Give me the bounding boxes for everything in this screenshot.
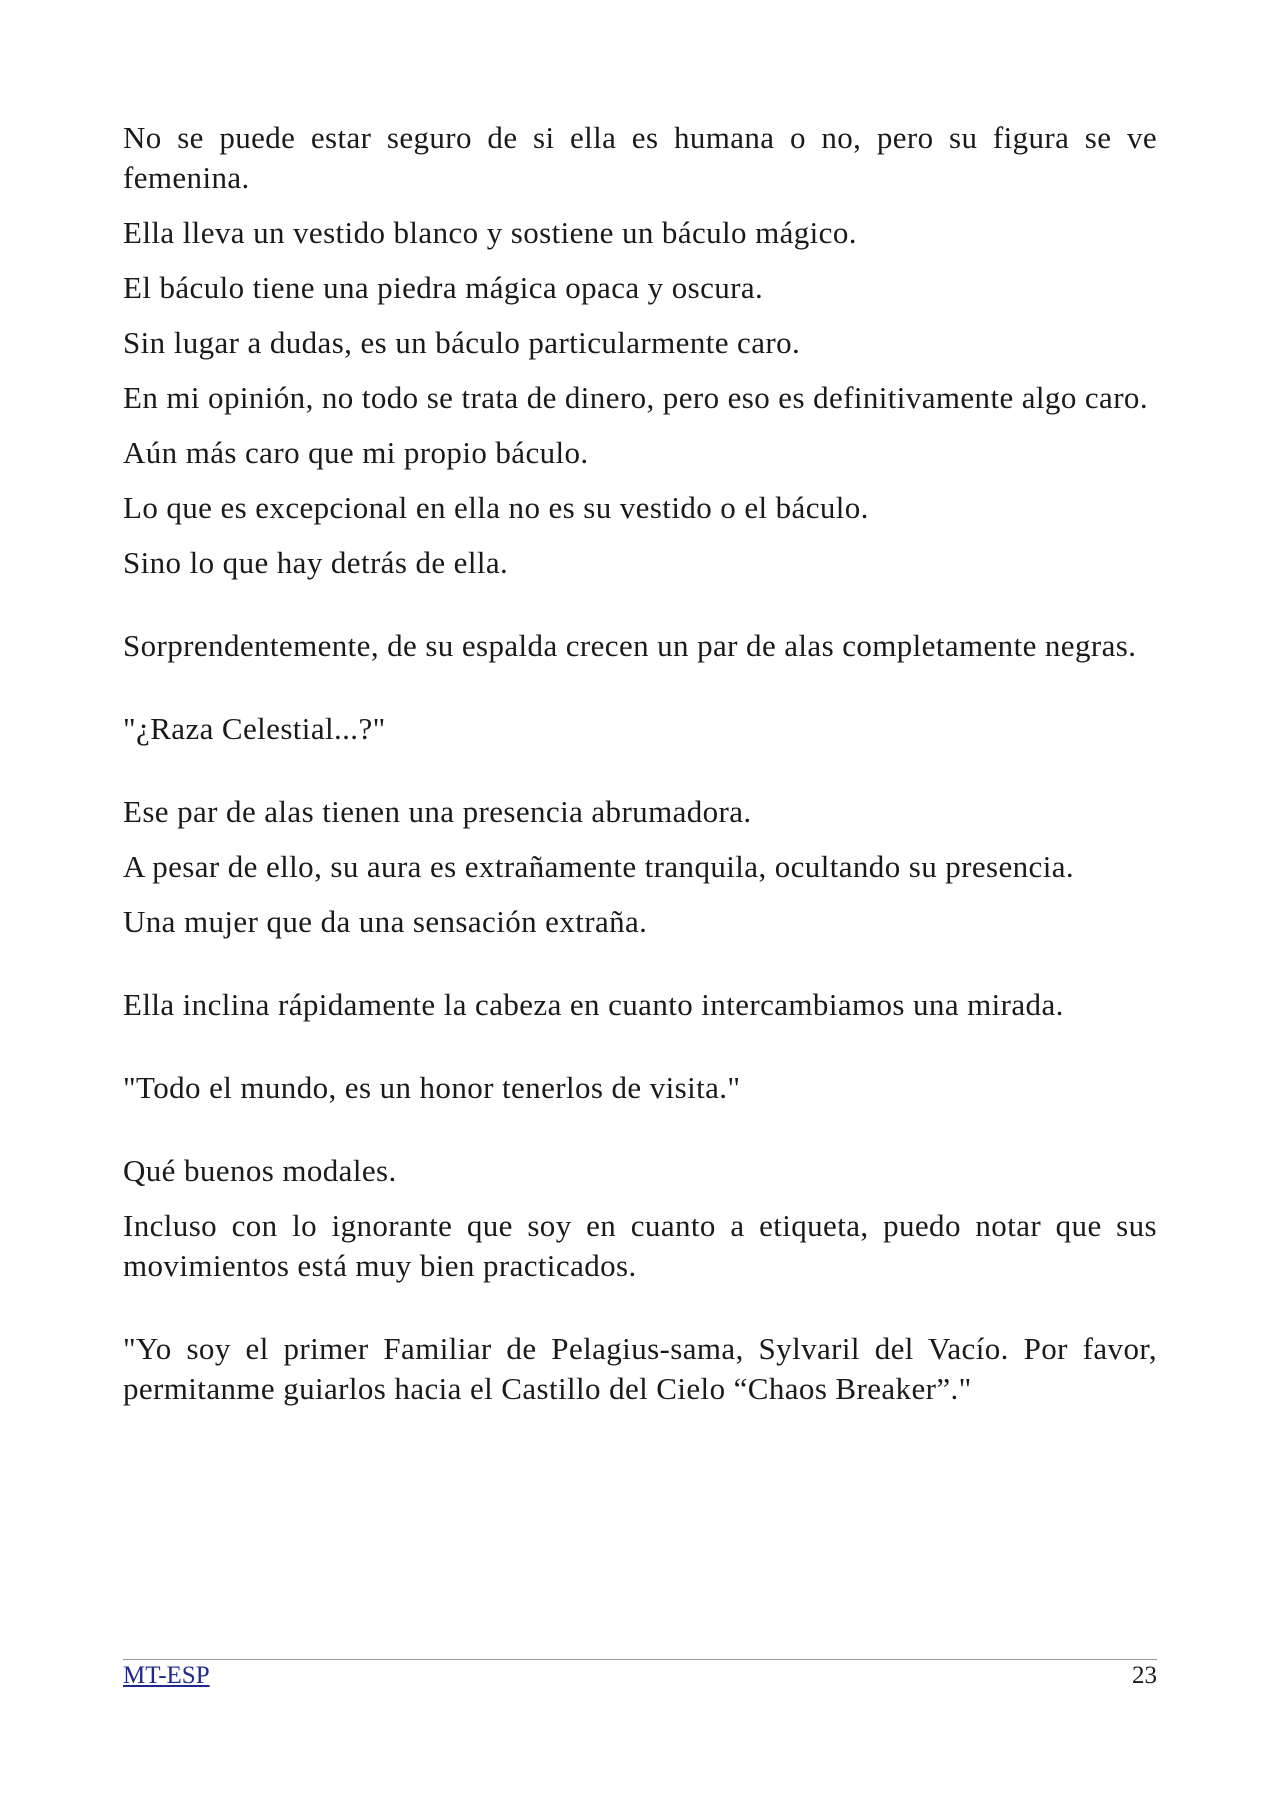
paragraph: Ella inclina rápidamente la cabeza en cuanto intercambiamos una mirada. bbox=[123, 987, 1064, 1022]
footer-link[interactable]: MT-ESP bbox=[123, 1662, 210, 1689]
dialogue-line: "Yo soy el primer Familiar de Pelagius-sama, Sylvaril del Vacío. Por favor, permitanme guiarlos hacia el Castillo del Cielo “Chaos Breaker”." bbox=[123, 1331, 1157, 1406]
page-number: 23 bbox=[1132, 1662, 1157, 1689]
paragraph: Lo que es excepcional en ella no es su vestido o el báculo. bbox=[123, 490, 869, 525]
page-body bbox=[123, 118, 1157, 1409]
dialogue-line: "¿Raza Celestial...?" bbox=[123, 711, 386, 746]
paragraph: A pesar de ello, su aura es extrañamente tranquila, ocultando su presencia. bbox=[123, 849, 1075, 884]
paragraph: Qué buenos modales. bbox=[123, 1153, 397, 1188]
paragraph: Sin lugar a dudas, es un báculo particularmente caro. bbox=[123, 325, 801, 360]
paragraph: Aún más caro que mi propio báculo. bbox=[123, 435, 589, 470]
dialogue-line: "Todo el mundo, es un honor tenerlos de visita." bbox=[123, 1070, 741, 1105]
paragraph: No se puede estar seguro de si ella es humana o no, pero su figura se ve femenina. bbox=[123, 120, 1157, 195]
paragraph: Incluso con lo ignorante que soy en cuanto a etiqueta, puedo notar que sus movimientos está muy bien practicados. bbox=[123, 1208, 1157, 1283]
paragraph: Ese par de alas tienen una presencia abrumadora. bbox=[123, 794, 752, 829]
footer-divider bbox=[123, 1659, 1157, 1660]
paragraph: Sino lo que hay detrás de ella. bbox=[123, 545, 509, 580]
paragraph: En mi opinión, no todo se trata de dinero, pero eso es definitivamente algo caro. bbox=[123, 380, 1148, 415]
paragraph: Una mujer que da una sensación extraña. bbox=[123, 904, 648, 939]
paragraph: El báculo tiene una piedra mágica opaca y oscura. bbox=[123, 270, 764, 305]
paragraph: Ella lleva un vestido blanco y sostiene un báculo mágico. bbox=[123, 215, 857, 250]
paragraph: Sorprendentemente, de su espalda crecen un par de alas completamente negras. bbox=[123, 628, 1137, 663]
